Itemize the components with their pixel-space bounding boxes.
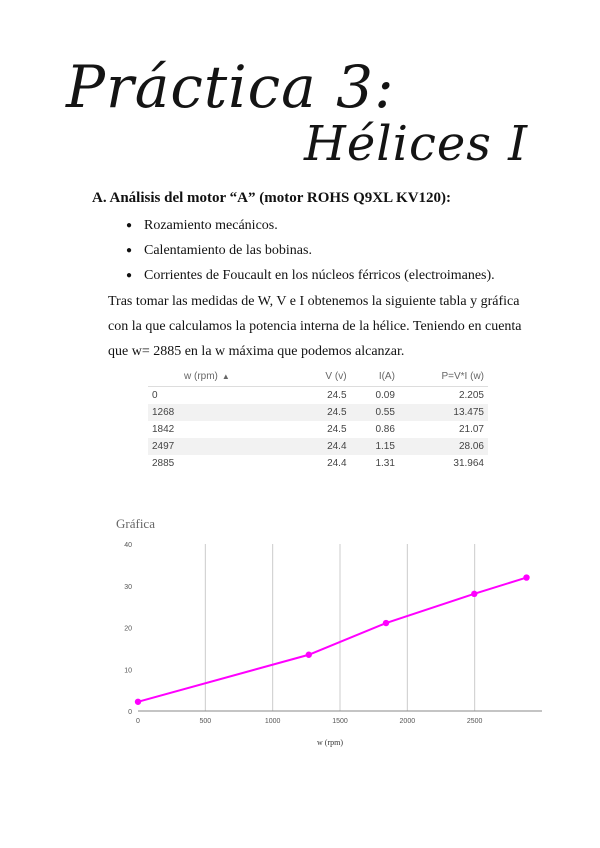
series-line: [138, 578, 527, 702]
data-point: [135, 699, 141, 705]
bullet-list: [128, 216, 495, 291]
column-header-p[interactable]: P=V*I (w): [399, 366, 488, 387]
table-cell: 21.07: [458, 424, 484, 435]
bullet-item: ● Corrientes de Foucault en los núcleos férricos (electroimanes).: [128, 266, 495, 291]
data-point: [383, 620, 389, 626]
y-tick-label: 20: [124, 625, 132, 633]
bullet-item: ● Calentamiento de las bobinas.: [128, 241, 495, 266]
x-tick-label: 500: [199, 718, 212, 725]
table-row: [148, 404, 488, 421]
table-cell: 0: [152, 390, 158, 401]
paragraph-line: que w= 2885 en la w máxima que podemos alcanzar.: [108, 344, 405, 359]
y-tick-label: 10: [124, 667, 132, 675]
y-tick-label: 0: [128, 709, 132, 716]
section-heading: A. Análisis del motor “A” (motor ROHS Q9XL KV120):: [92, 190, 452, 206]
table-row: [148, 438, 488, 455]
table-cell: 1842: [152, 424, 175, 435]
table-cell: 24.5: [327, 390, 347, 401]
table-cell: 2.205: [458, 390, 484, 401]
table-cell: 24.4: [299, 438, 350, 455]
power-chart: [100, 510, 560, 760]
table-cell: 2885: [152, 458, 175, 469]
table-cell: 31.964: [453, 458, 484, 469]
table-cell: 0.55: [351, 404, 399, 421]
table-cell: 1.15: [351, 438, 399, 455]
table-cell: 2497: [148, 438, 299, 455]
x-tick-label: 1000: [264, 718, 281, 725]
data-point: [523, 574, 529, 580]
measurements-table: [148, 366, 488, 472]
title-line-1: Práctica 3:: [66, 53, 395, 121]
data-point: [471, 591, 477, 597]
y-tick-label: 40: [124, 542, 132, 549]
table-cell: 28.06: [399, 438, 488, 455]
table-cell: 0.09: [375, 390, 395, 401]
table-cell: 24.5: [327, 424, 347, 435]
table-cell: 24.5: [299, 404, 350, 421]
bullet-item: ● Rozamiento mecánicos.: [128, 216, 495, 241]
title-line-2: Hélices I: [304, 116, 529, 172]
table-cell: 1268: [148, 404, 299, 421]
column-header-v[interactable]: V (v): [299, 366, 350, 387]
column-header-label: w (rpm): [184, 370, 218, 382]
paragraph: [108, 289, 528, 364]
sort-ascending-icon: ▲: [221, 371, 230, 381]
data-point: [306, 652, 312, 658]
x-tick-label: 1500: [332, 718, 348, 725]
x-tick-label: 2500: [466, 718, 483, 725]
table-header-row: [148, 366, 488, 387]
chart-title: Gráfica: [116, 516, 155, 531]
table-cell: 13.475: [399, 404, 488, 421]
table-cell: 0.86: [375, 424, 395, 435]
x-tick-label: 2000: [399, 718, 416, 725]
x-axis-label: w (rpm): [317, 738, 343, 747]
y-tick-label: 30: [124, 583, 132, 591]
table-row: [148, 421, 488, 438]
table-cell: 1.31: [375, 458, 395, 469]
table-row: [148, 455, 488, 472]
paragraph-line: Tras tomar las medidas de W, V e I obtenemos la siguiente tabla y gráfica: [108, 294, 520, 309]
column-header-w[interactable]: [148, 366, 299, 387]
table-cell: 24.4: [327, 458, 347, 469]
table-row: [148, 387, 488, 405]
column-header-i[interactable]: I(A): [351, 366, 399, 387]
paragraph-line: con la que calculamos la potencia interna de la hélice. Teniendo en cuenta: [108, 319, 522, 334]
x-tick-label: 0: [136, 718, 140, 725]
